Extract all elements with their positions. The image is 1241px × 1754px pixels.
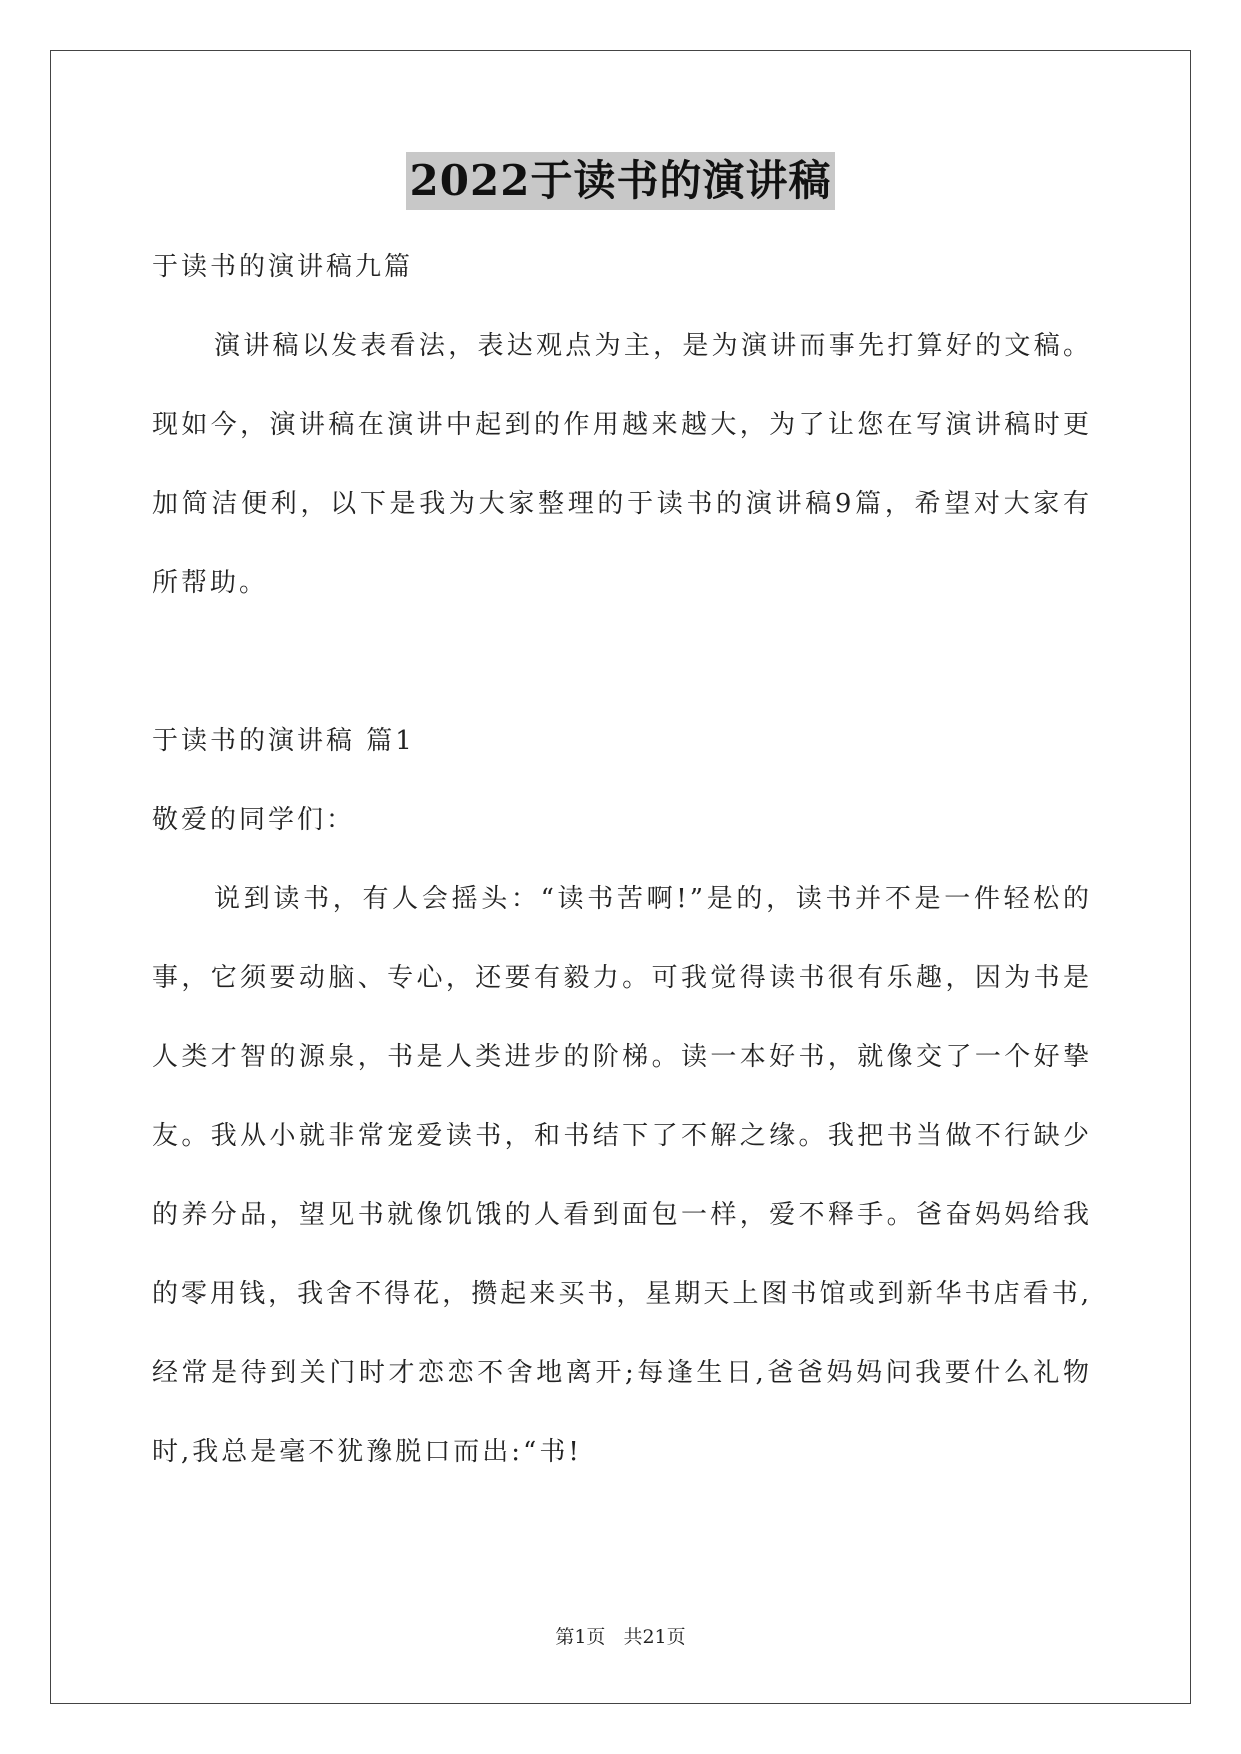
greeting-line: 敬爱的同学们： xyxy=(152,805,356,835)
title-container xyxy=(0,152,1241,210)
intro-paragraph: 演讲稿以发表看法，表达观点为主，是为演讲而事先打算好的文稿。现如今，演讲稿在演讲中起到的作用越来越大，为了让您在写演讲稿时更加简洁便利，以下是我为大家整理的于读书的演讲稿9篇，希望对大家有所帮助。 xyxy=(152,331,1092,598)
page-number: 第1页 xyxy=(555,1626,606,1648)
document-body xyxy=(152,228,1092,1492)
document-title: 2022于读书的演讲稿 xyxy=(406,152,836,210)
section-heading: 于读书的演讲稿 篇1 xyxy=(152,726,415,756)
body-paragraph: 说到读书，有人会摇头：“读书苦啊!”是的，读书并不是一件轻松的事，它须要动脑、专心，还要有毅力。可我觉得读书很有乐趣，因为书是人类才智的源泉，书是人类进步的阶梯。读一本好书，就像交了一个好挚友。我从小就非常宠爱读书，和书结下了不解之缘。我把书当做不行缺少的养分品，望见书就像饥饿的人看到面包一样，爱不释手。爸奋妈妈给我的零用钱，我舍不得花，攒起来买书，星期天上图书馆或到新华书店看书,经常是待到关门时才恋恋不舍地离开;每逢生日,爸爸妈妈问我要什么礼物时,我总是毫不犹豫脱口而出:“书! xyxy=(152,884,1092,1467)
page-footer xyxy=(0,1622,1241,1649)
document-subtitle: 于读书的演讲稿九篇 xyxy=(152,252,414,282)
page-total: 共21页 xyxy=(623,1626,686,1648)
